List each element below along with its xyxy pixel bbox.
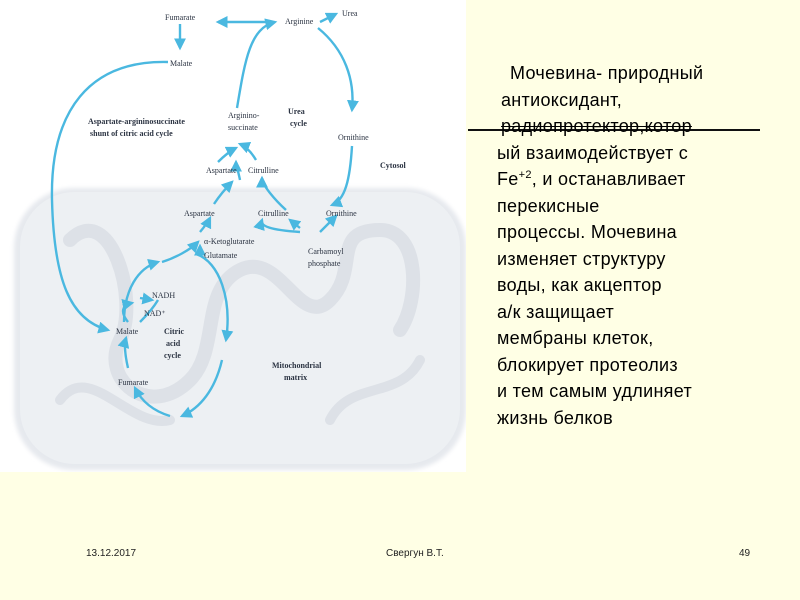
text-line: блокирует протеолиз: [497, 354, 678, 375]
text-line: а/к защищает: [497, 301, 615, 322]
text-line: воды, как акцептор: [497, 275, 662, 295]
text-line: мембраны клеток,: [497, 328, 654, 348]
text-line: перекисные: [497, 195, 600, 216]
urea-cycle-diagram: [0, 0, 466, 472]
fe-rest: , и останавливает: [531, 169, 686, 189]
text-line: и тем самым удлиняет: [497, 381, 692, 401]
text-line-fe: [497, 166, 767, 193]
label-ornithine-cytosol: Ornithine: [338, 133, 369, 142]
label-citric-line1: Citric: [164, 327, 184, 336]
label-argininosuccinate-line1: Arginino-: [228, 111, 260, 120]
label-arginine: Arginine: [285, 17, 314, 26]
diagram-canvas: [0, 0, 466, 472]
label-malate-mito: Malate: [116, 327, 139, 336]
label-urea-cycle-line1: Urea: [288, 107, 305, 116]
label-ornithine-mito: Ornithine: [326, 209, 357, 218]
footer-page-number: 49: [739, 548, 751, 559]
footer-author: Свергун В.Т.: [386, 548, 444, 559]
label-mito-matrix-line1: Mitochondrial: [272, 361, 322, 370]
label-carbamoyl-line2: phosphate: [308, 259, 341, 268]
label-citrulline-cytosol: Citrulline: [248, 166, 279, 175]
label-nadh: NADH: [152, 291, 176, 300]
label-citric-line2: acid: [166, 339, 181, 348]
slide-body-text: [497, 60, 767, 431]
label-citric-line3: cycle: [164, 351, 181, 360]
text-line: радиопротектор,котор: [501, 116, 692, 136]
text-line: изменяет структуру: [497, 248, 666, 269]
label-carbamoyl-line1: Carbamoyl: [308, 247, 344, 256]
label-ketoglutarate: α-Ketoglutarate: [204, 237, 255, 246]
text-line: Мочевина- природный: [510, 63, 704, 83]
label-aspartate-cytosol: Aspartate: [206, 166, 237, 175]
label-citrulline-mito: Citrulline: [258, 209, 289, 218]
label-cytosol: Cytosol: [380, 161, 406, 170]
fe-symbol: Fe: [497, 169, 519, 189]
label-mito-matrix-line2: matrix: [284, 373, 308, 382]
text-line: процессы. Мочевина: [497, 222, 677, 242]
label-fumarate-cytosol: Fumarate: [165, 13, 196, 22]
label-nad: NAD⁺: [144, 309, 166, 318]
fe-charge: +2: [518, 169, 532, 181]
label-argininosuccinate-line2: succinate: [228, 123, 258, 132]
mitochondrion-shape: [14, 188, 466, 470]
label-malate-cytosol: Malate: [170, 59, 193, 68]
label-urea-cycle-line2: cycle: [290, 119, 307, 128]
text-line: жизнь белков: [497, 407, 613, 428]
label-shunt-line1: Aspartate-argininosuccinate: [88, 117, 185, 126]
label-glutamate: Glutamate: [204, 251, 238, 260]
label-fumarate-mito: Fumarate: [118, 378, 149, 387]
text-line: антиоксидант,: [501, 89, 622, 110]
label-aspartate-mito: Aspartate: [184, 209, 215, 218]
footer-date: 13.12.2017: [86, 548, 137, 559]
text-line: ый взаимодействует с: [497, 142, 689, 163]
label-shunt-line2: shunt of citric acid cycle: [90, 129, 173, 138]
label-urea: Urea: [342, 9, 358, 18]
